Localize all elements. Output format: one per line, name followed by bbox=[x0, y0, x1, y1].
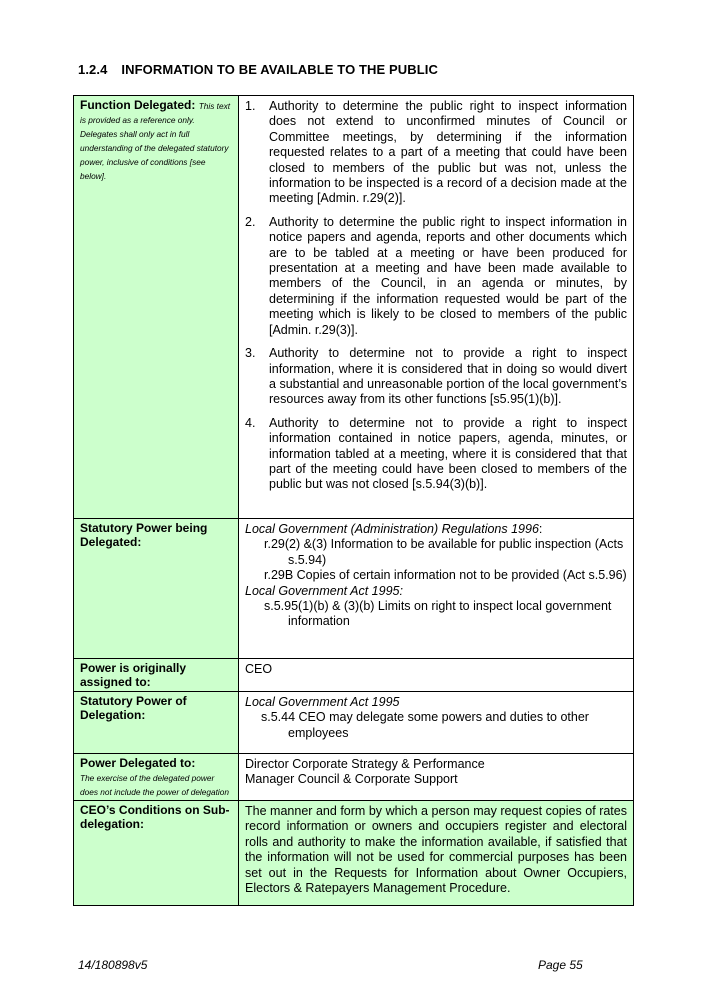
originally-assigned-label: Power is originally assigned to: bbox=[80, 661, 187, 689]
regulation-line-2: r.29B Copies of certain information not to be provided (Act s.5.96) bbox=[264, 568, 627, 583]
regulations-title-colon: : bbox=[538, 522, 543, 536]
power-of-delegation-label: Statutory Power of Delegation: bbox=[80, 694, 187, 722]
statutory-power-label-cell bbox=[74, 519, 239, 659]
row-conditions bbox=[74, 801, 634, 906]
statutory-power-label: Statutory Power being Delegated: bbox=[80, 521, 208, 549]
function-item-2-text: Authority to determine the public right to inspect information in notice papers and agenda, reports and other documents which are to be tabled at a meeting or have been produced for presentation at a meeting and have been made available to members of the Council, in an agenda or minutes, by determining if the information requested would be part of the meeting which is likely to be closed to members of the public [Admin. r.29(3)]. bbox=[269, 214, 627, 337]
function-item-1-text: Authority to determine the public right to inspect information does not extend to unconfirmed minutes of Council or Committee meetings, by determining if the information requested relates to a part of a meeting that could have been closed to members of the public but was not, unless the information to be inspected is a record of a decision made at the meeting [Admin. r.29(2)]. bbox=[269, 99, 627, 206]
function-item-3-number: 3. bbox=[245, 346, 256, 361]
delegation-table bbox=[73, 95, 634, 906]
row-delegated-to bbox=[74, 754, 634, 801]
function-item-1-number: 1. bbox=[245, 99, 256, 113]
originally-assigned-value-cell bbox=[239, 659, 634, 692]
row-originally-assigned bbox=[74, 659, 634, 692]
function-list bbox=[245, 99, 627, 493]
delegation-act-title: Local Government Act 1995 bbox=[245, 695, 400, 709]
section-number: 1.2.4 bbox=[78, 62, 108, 77]
section-heading bbox=[78, 62, 438, 77]
power-of-delegation-label-cell bbox=[74, 692, 239, 754]
row-power-of-delegation bbox=[74, 692, 634, 754]
power-of-delegation-value-cell bbox=[239, 692, 634, 754]
act-line-1: s.5.95(1)(b) & (3)(b) Limits on right to inspect local government information bbox=[264, 599, 612, 629]
function-delegated-label-cell bbox=[74, 96, 239, 519]
conditions-value-cell bbox=[239, 801, 634, 906]
delegate-2: Manager Council & Corporate Support bbox=[245, 772, 458, 787]
conditions-text: The manner and form by which a person may request copies of rates record information or owners and occupiers register and electoral rolls and authority to make the information available, if satisfied that the information will not be used for commercial purposes has been set out in the Requests for Information about Owner Occupiers, Electors & Ratepayers Management Procedure. bbox=[245, 804, 627, 896]
function-item-2 bbox=[245, 215, 627, 338]
function-item-4 bbox=[245, 416, 627, 493]
conditions-label: CEO’s Conditions on Sub-delegation: bbox=[80, 803, 230, 831]
delegation-act-line: s.5.44 CEO may delegate some powers and duties to other employees bbox=[261, 710, 589, 740]
function-item-2-number: 2. bbox=[245, 214, 256, 229]
statutory-power-value-cell bbox=[239, 519, 634, 659]
row-statutory-power bbox=[74, 519, 634, 659]
originally-assigned-label-cell bbox=[74, 659, 239, 692]
delegate-1: Director Corporate Strategy & Performance bbox=[245, 757, 485, 771]
delegated-to-note: The exercise of the delegated power does not include the power of delegation bbox=[80, 773, 229, 797]
function-item-1 bbox=[245, 99, 627, 207]
footer-doc-ref: 14/180898v5 bbox=[78, 958, 148, 972]
function-item-3-text: Authority to determine not to provide a right to inspect information, where it is considered that in doing so would divert a substantial and unreasonable portion of the local government’s resources away from its other functions [s5.95(1)(b)]. bbox=[269, 346, 627, 407]
section-title: INFORMATION TO BE AVAILABLE TO THE PUBLIC bbox=[121, 62, 438, 77]
footer-page-number: Page 55 bbox=[538, 958, 583, 972]
function-item-4-text: Authority to determine not to provide a right to inspect information contained in notice papers, agenda, minutes, or information tabled at a meeting, where it is considered that that part of the meeting could have been closed to members of the public but was not closed [s.5.94(3)(b)]. bbox=[269, 415, 627, 492]
function-delegated-label: Function Delegated: bbox=[80, 98, 196, 112]
function-item-4-number: 4. bbox=[245, 415, 256, 430]
function-delegated-value-cell bbox=[239, 96, 634, 519]
regulation-line-1: r.29(2) &(3) Information to be available for public inspection (Acts s.5.94) bbox=[264, 537, 624, 567]
act-title: Local Government Act 1995: bbox=[245, 583, 403, 598]
regulations-title bbox=[245, 522, 627, 537]
delegated-to-label-cell bbox=[74, 754, 239, 801]
row-function-delegated bbox=[74, 96, 634, 519]
delegated-to-label: Power Delegated to: bbox=[80, 756, 196, 770]
originally-assigned-value: CEO bbox=[245, 662, 273, 676]
conditions-label-cell bbox=[74, 801, 239, 906]
function-item-3 bbox=[245, 346, 627, 408]
delegated-to-value-cell bbox=[239, 754, 634, 801]
function-delegated-note: This text is provided as a reference only. Delegates shall only act in full understanding of the delegated statutory power, inclusive of conditions [see below]. bbox=[80, 101, 231, 181]
regulations-title-text: Local Government (Administration) Regulations 1996 bbox=[245, 522, 539, 536]
